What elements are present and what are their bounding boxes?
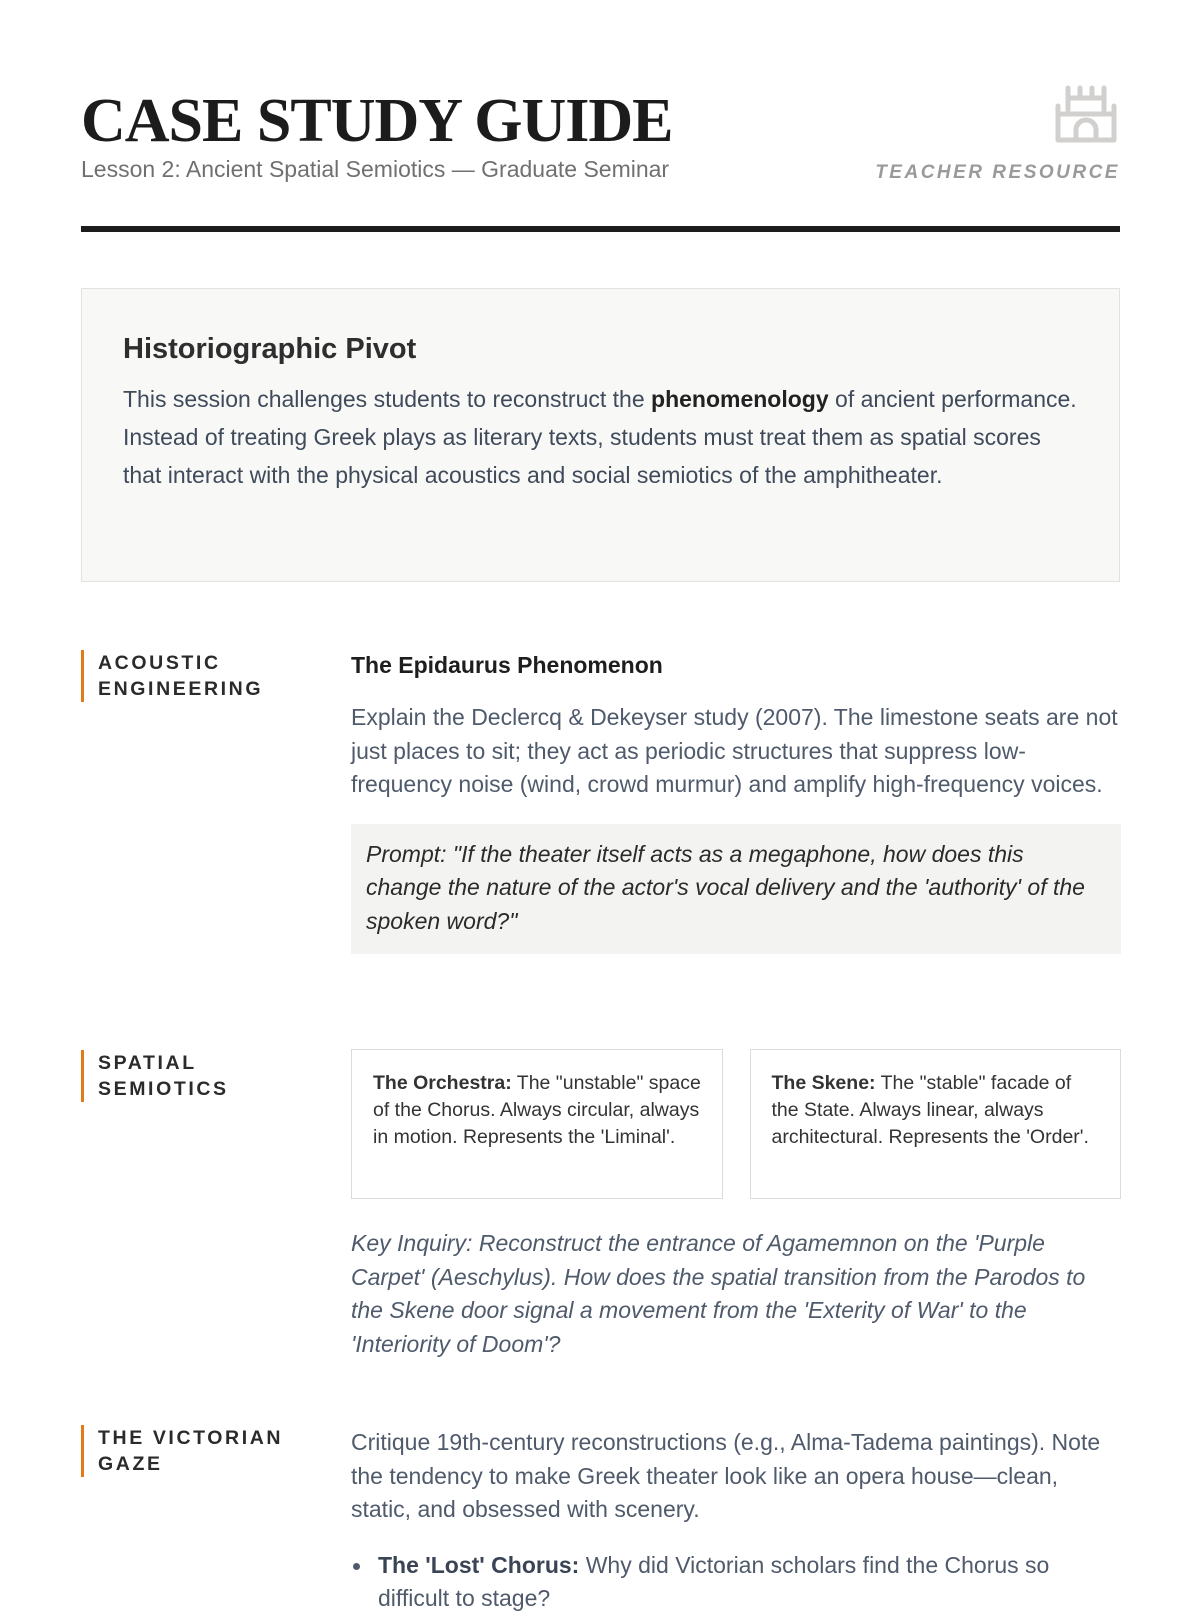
historiographic-pivot-box <box>81 288 1120 582</box>
section-spatial <box>351 1049 1121 1361</box>
page-title: CASE STUDY GUIDE <box>81 87 673 155</box>
pivot-heading: Historiographic Pivot <box>123 333 417 365</box>
teacher-resource-badge: TEACHER RESOURCE <box>875 162 1120 183</box>
page-header <box>81 80 1120 232</box>
section-label-acoustic: ACOUSTIC ENGINEERING <box>81 650 263 702</box>
key-inquiry: Key Inquiry: Reconstruct the entrance of Agamemnon on the 'Purple Carpet' (Aeschylus). How does the spatial transition from the Parodos to the Skene door signal a movement from the 'Exterity of War' to the 'Interiority of Doom'? <box>351 1230 1086 1357</box>
card-orchestra: The Orchestra: The "unstable" space of the Chorus. Always circular, always in motion. Represents the 'Liminal'. <box>351 1049 723 1199</box>
section-victorian <box>351 1426 1121 1616</box>
section-body: Explain the Declercq & Dekeyser study (2007). The limestone seats are not just places to sit; they act as periodic structures that suppress low-frequency noise (wind, crowd murmur) and amplify high-frequency voices. <box>351 704 1118 797</box>
prompt-box: Prompt: "If the theater itself acts as a megaphone, how does this change the nature of the actor's vocal delivery and the 'authority' of the spoken word?" <box>351 824 1121 955</box>
list-item: The 'Lost' Chorus: Why did Victorian scholars find the Chorus so difficult to stage? <box>351 1549 1121 1616</box>
pivot-text: This session challenges students to reconstruct the phenomenology of ancient performance. Instead of treating Greek plays as literary texts, students must treat them as spatial scores that interact with the physical acoustics and social semiotics of the amphitheater. <box>123 386 1077 488</box>
section-label-victorian: THE VICTORIAN GAZE <box>81 1425 283 1477</box>
card-skene: The Skene: The "stable" facade of the State. Always linear, always architectural. Represents the 'Order'. <box>750 1049 1122 1199</box>
section-label-spatial: SPATIAL SEMIOTICS <box>81 1050 229 1102</box>
castle-icon <box>1054 84 1118 144</box>
section-acoustic <box>351 652 1121 954</box>
page-subtitle: Lesson 2: Ancient Spatial Semiotics — Graduate Seminar <box>81 156 670 182</box>
bullet-list <box>351 1549 1121 1616</box>
section-heading: The Epidaurus Phenomenon <box>351 652 663 678</box>
section-body: Critique 19th-century reconstructions (e.g., Alma-Tadema paintings). Note the tendency to make Greek theater look like an opera house—clean, static, and obsessed with scenery. <box>351 1429 1101 1522</box>
